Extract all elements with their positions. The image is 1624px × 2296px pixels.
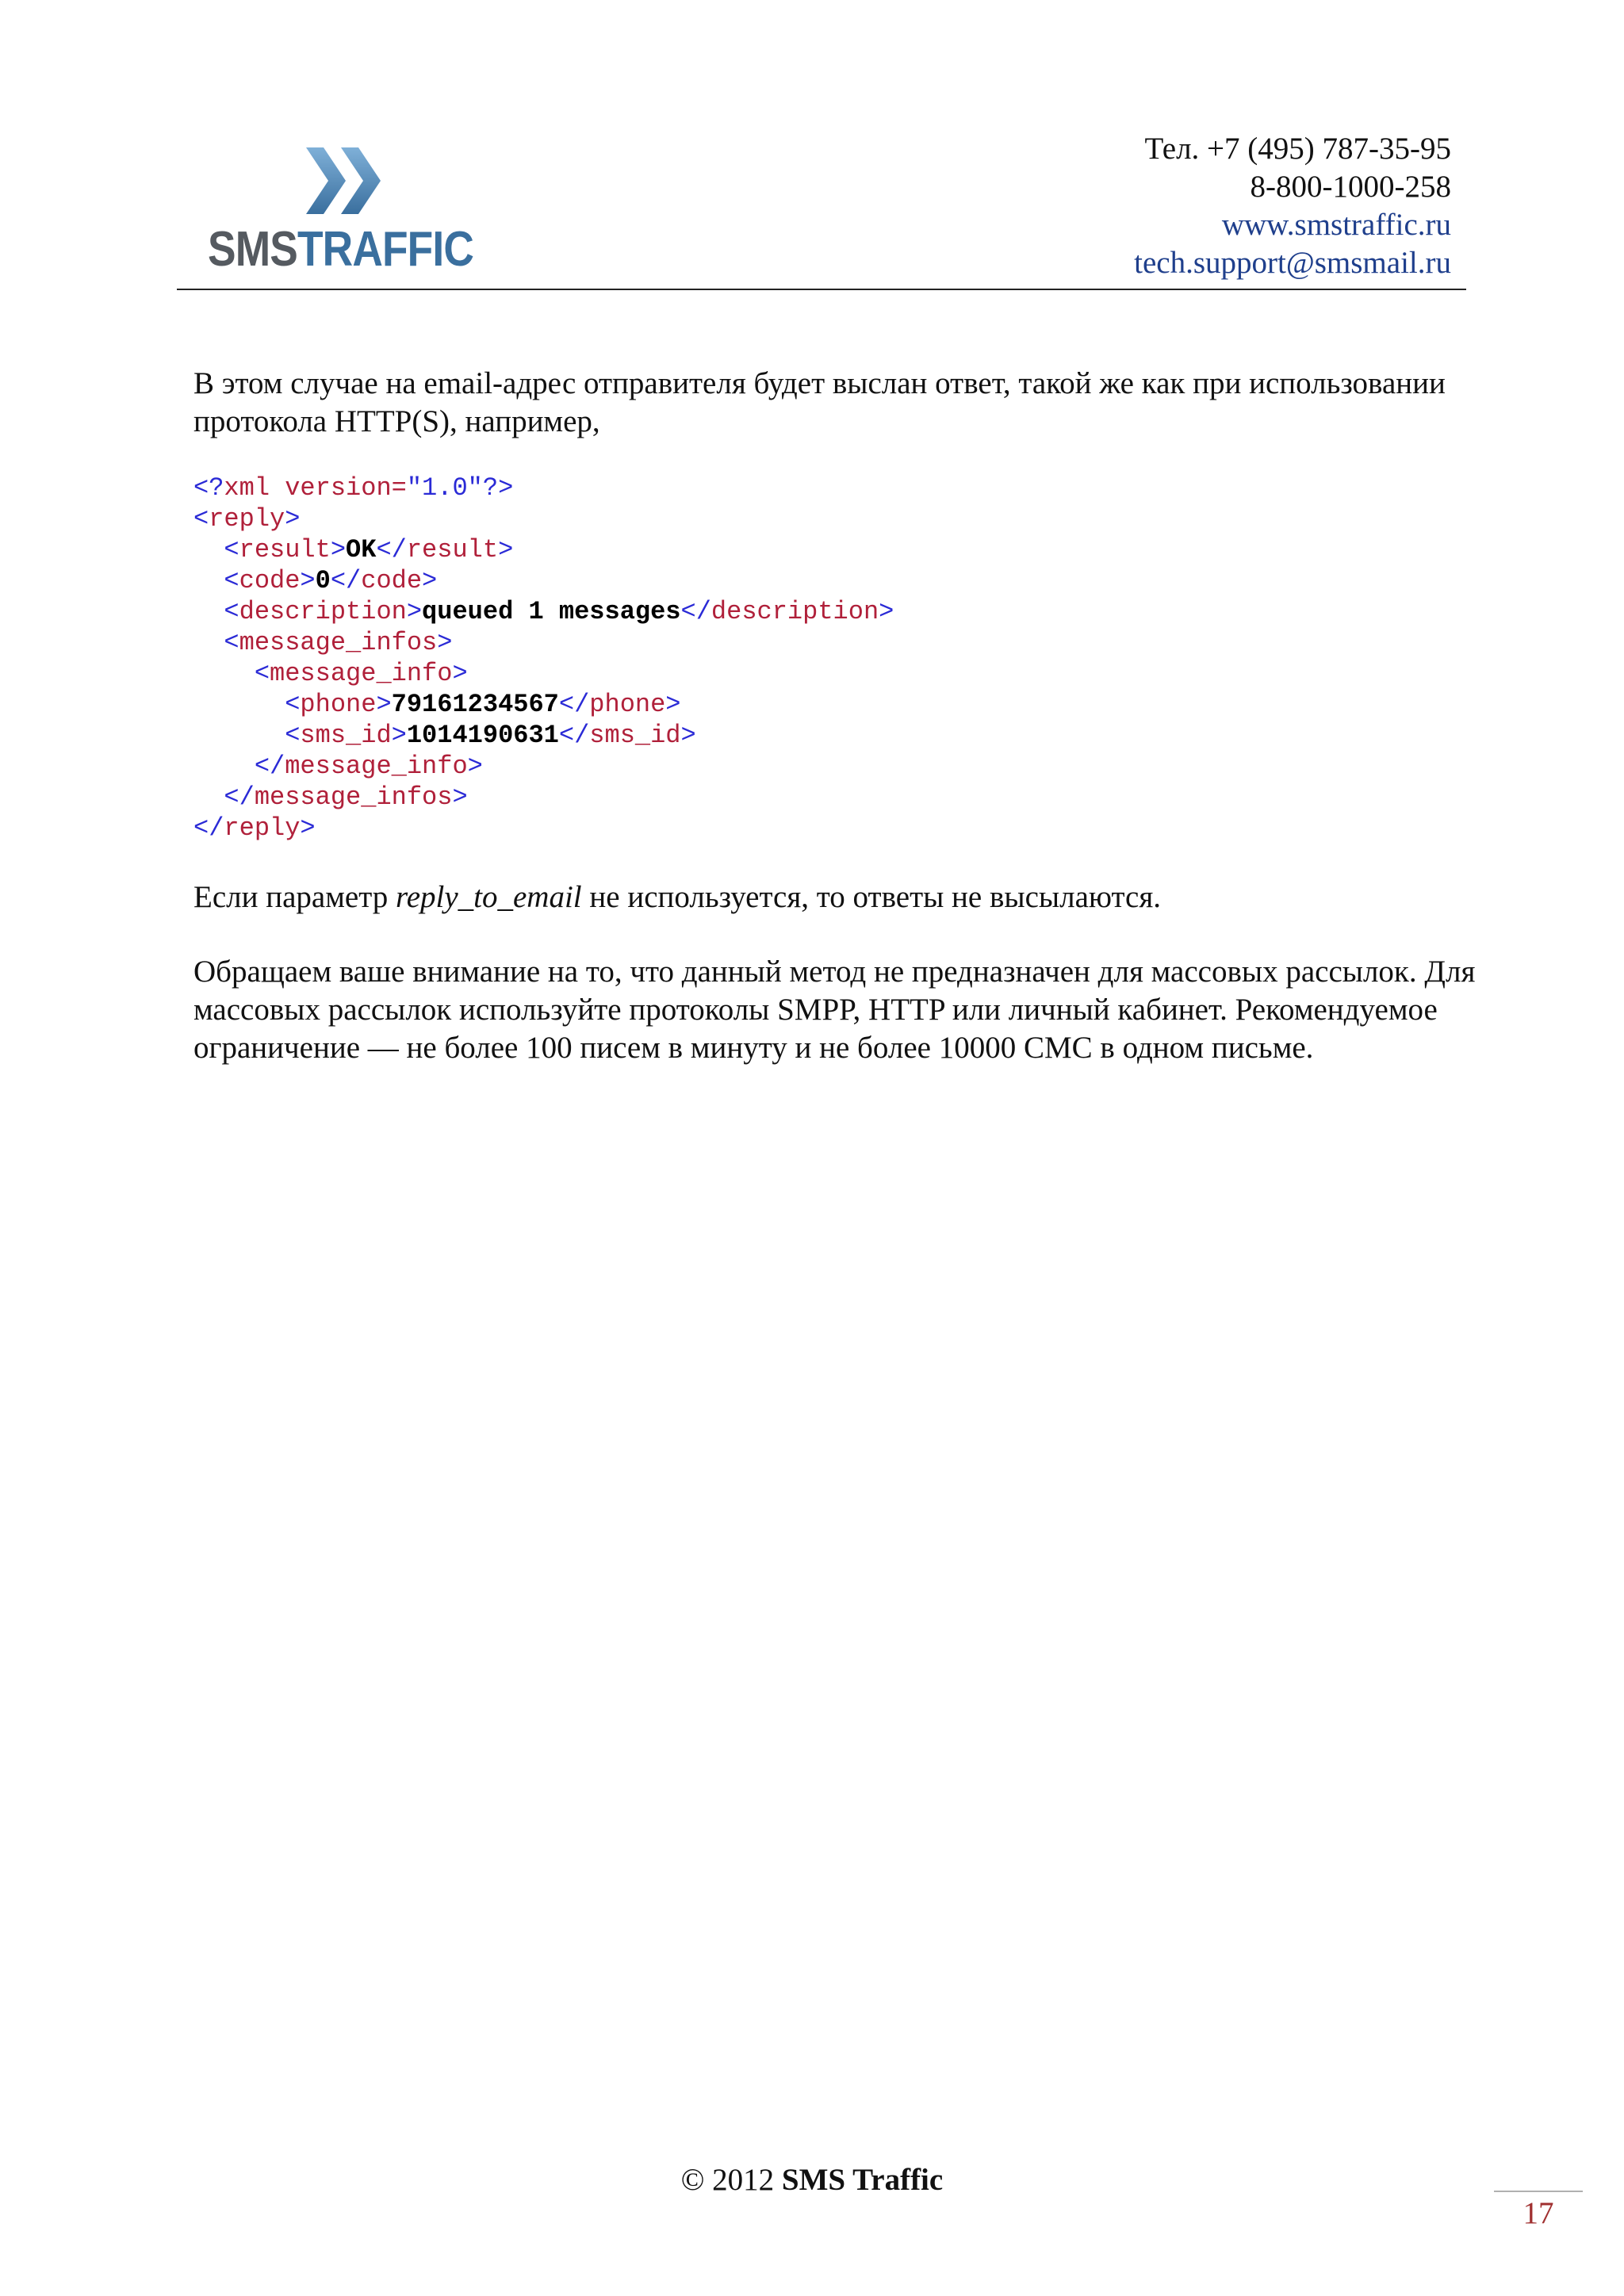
xml-phone-line: <phone>79161234567</phone>: [285, 690, 681, 719]
xml-tag-name: xml version=: [224, 473, 407, 503]
xml-code-value: 0: [315, 566, 331, 595]
xml-tag-name: phone: [300, 690, 377, 719]
reply-note-text: не используется, то ответы не высылаются.: [581, 880, 1162, 914]
xml-tag-name: code: [239, 566, 301, 595]
toll-free-phone: 8-800-1000-258: [1250, 170, 1451, 204]
xml-tag-name: result: [406, 535, 499, 564]
copyright-text: © 2012: [680, 2163, 782, 2197]
xml-tag-name: sms_id: [589, 721, 681, 750]
xml-example: [193, 473, 1478, 844]
xml-tag-name: reply: [224, 813, 301, 843]
reply-note-text: Если параметр: [193, 880, 396, 914]
xml-description-line: <description>queued 1 messages</description>: [224, 597, 894, 626]
xml-tag-name: sms_id: [300, 721, 392, 750]
xml-phone-value: 79161234567: [391, 690, 559, 719]
xml-sms-id-line: <sms_id>1014190631</sms_id>: [285, 721, 696, 750]
xml-reply-close: </reply>: [193, 813, 316, 843]
page-number: 17: [1522, 2196, 1554, 2230]
page-number-rule: [1494, 2191, 1583, 2192]
phone-line: Тел. +7 (495) 787-35-95: [1144, 132, 1451, 166]
website-link[interactable]: www.smstraffic.ru: [1221, 208, 1451, 242]
xml-declaration-line: [193, 473, 1478, 503]
page-content: [193, 365, 1478, 1067]
xml-result-value: OK: [346, 535, 377, 564]
xml-punct: ?>: [482, 473, 514, 503]
xml-code-line: <code>0</code>: [224, 566, 438, 595]
xml-tag-name: message_infos: [239, 628, 438, 657]
warning-paragraph: Обращаем ваше внимание на то, что данный метод не предназначен для массовых рассылок. Для массовых рассылок используйте протоколы SMPP, HTTP или личный кабинет. Рекомендуемое ограничение — не более 100 писем в минуту и не более 10000 СМС в одном письме.: [193, 955, 1476, 1065]
xml-description-value: queued 1 messages: [422, 597, 681, 626]
page-footer: [0, 2161, 1624, 2199]
contact-block: [1134, 130, 1451, 282]
xml-reply-open: <reply>: [193, 504, 301, 534]
xml-message-infos-close: </message_infos>: [224, 783, 468, 812]
support-email-link[interactable]: tech.support@smsmail.ru: [1134, 246, 1451, 280]
reply-note-paragraph: [193, 878, 1478, 916]
xml-message-info-open: <message_info>: [254, 659, 468, 688]
logo-sms-text: SMS: [208, 222, 297, 277]
xml-tag-name: reply: [209, 504, 285, 534]
reply-param-name: reply_to_email: [395, 880, 582, 914]
header-divider: [177, 289, 1466, 290]
logo-traffic-text: TRAFFIC: [297, 222, 473, 277]
double-chevron-right-icon: [306, 147, 385, 214]
xml-tag-name: description: [710, 597, 879, 626]
company-logo: [208, 143, 493, 277]
xml-message-info-close: </message_info>: [254, 752, 483, 781]
xml-tag-name: message_infos: [254, 783, 453, 812]
xml-tag-name: code: [361, 566, 423, 595]
xml-tag-name: phone: [589, 690, 666, 719]
xml-tag-name: description: [239, 597, 407, 626]
xml-tag-name: message_info: [285, 752, 468, 781]
xml-tag-name: result: [239, 535, 331, 564]
xml-message-infos-open: <message_infos>: [224, 628, 453, 657]
xml-attr-value: "1.0": [406, 473, 483, 503]
logo-wordmark: [208, 222, 473, 277]
footer-brand: SMS Traffic: [781, 2163, 944, 2197]
xml-result-line: <result>OK</result>: [224, 535, 514, 564]
intro-paragraph: В этом случае на email-адрес отправителя будет выслан ответ, такой же как при использовании протокола HTTP(S), например,: [193, 366, 1446, 438]
xml-punct: <?: [193, 473, 224, 503]
xml-sms-id-value: 1014190631: [406, 721, 559, 750]
xml-tag-name: message_info: [270, 659, 453, 688]
